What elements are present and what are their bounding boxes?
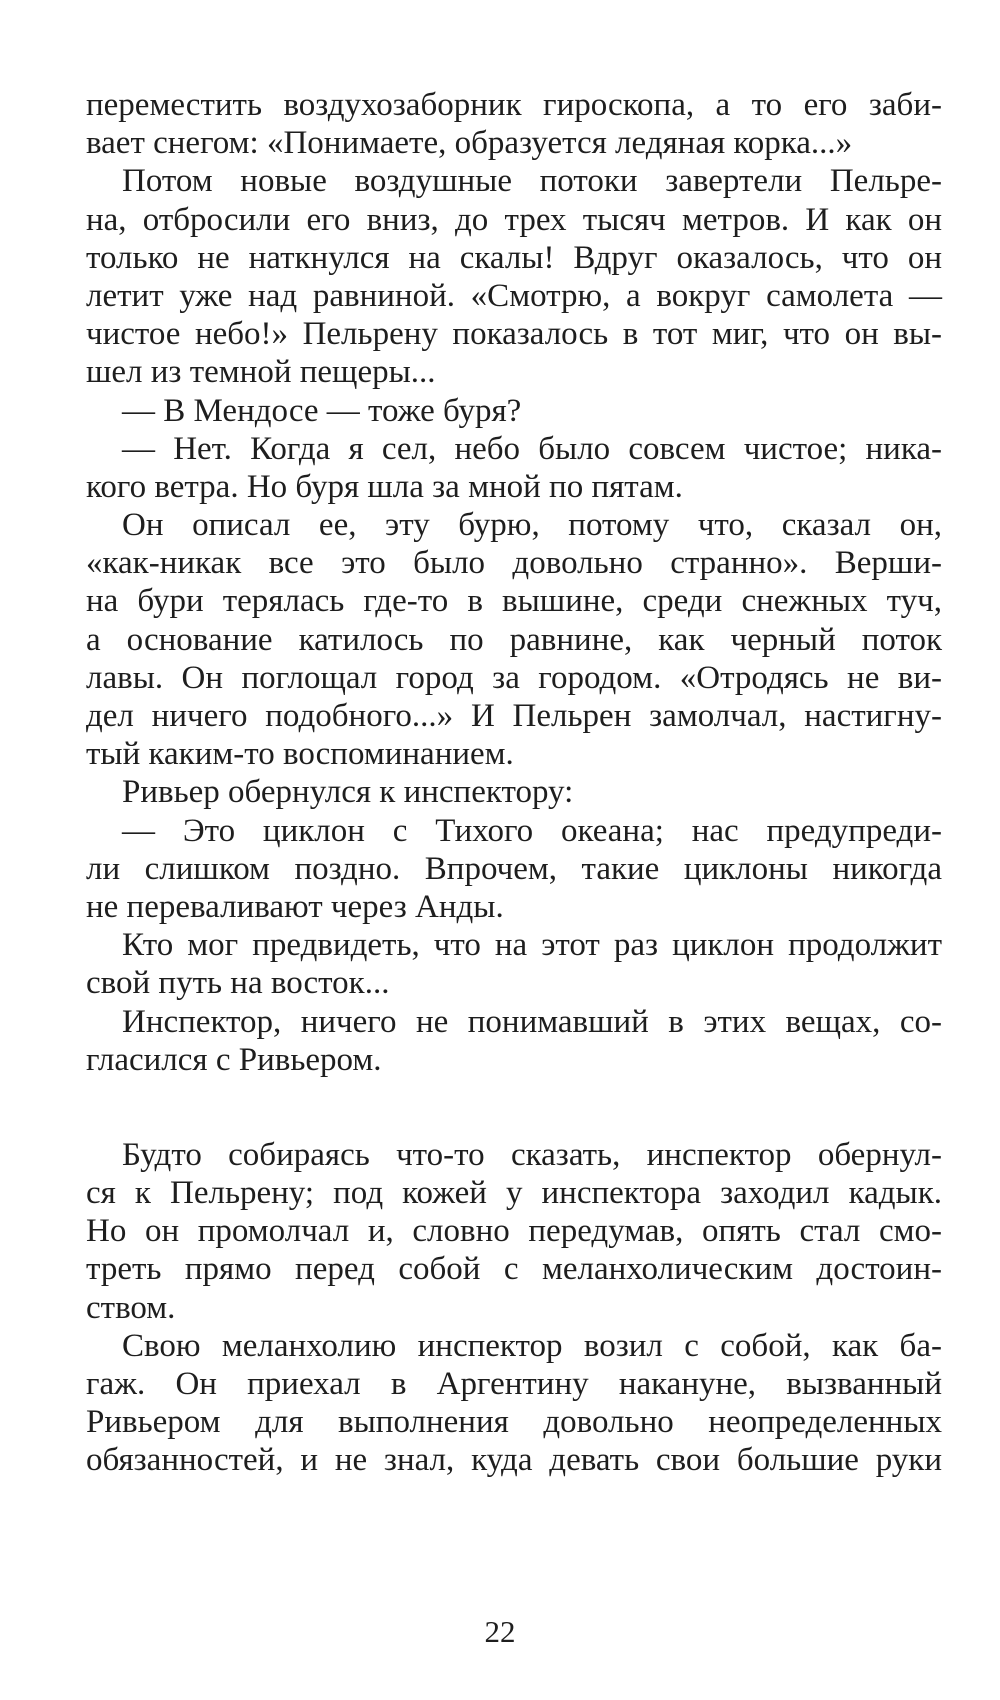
text-line: вает снегом: «Понимаете, образуется ледяная корка...» [86, 125, 853, 162]
body-text [86, 86, 942, 1480]
text-line: а основание катилось по равнине, как черный поток [86, 621, 942, 658]
text-line: треть прямо перед собой с меланхолическим достоин- [86, 1251, 942, 1288]
text-line: дел ничего подобного...» И Пельрен замолчал, настигну- [86, 698, 942, 734]
page-number: 22 [484, 1614, 516, 1649]
text-line: «как-никак все это было довольно странно». Верши- [86, 545, 942, 582]
text-line: лавы. Он поглощал город за городом. «Отродясь не ви- [86, 659, 942, 696]
text-line: — Это циклон с Тихого океана; нас предупреди- [122, 812, 942, 849]
text-line: на, отбросили его вниз, до трех тысяч метров. И как он [86, 201, 942, 238]
text-line: Но он промолчал и, словно передумав, опять стал смо- [86, 1213, 942, 1250]
text-line: шел из темной пещеры... [86, 354, 436, 391]
text-line: — В Мендосе — тоже буря? [122, 392, 522, 429]
text-line: на бури терялась где-то в вышине, среди снежных туч, [86, 583, 942, 620]
text-line: Ривьер обернулся к инспектору: [122, 774, 574, 811]
text-line: Он описал ее, эту бурю, потому что, сказал он, [122, 507, 942, 544]
section-break [86, 1079, 942, 1136]
text-line: Будто собираясь что-то сказать, инспектор обернул- [122, 1136, 942, 1173]
text-line: ством. [86, 1289, 176, 1326]
text-line: Потом новые воздушные потоки завертели Пельре- [122, 163, 942, 200]
text-line: тый каким-то воспоминанием. [86, 736, 514, 773]
text-line: переместить воздухозаборник гироскопа, а то его заби- [86, 87, 942, 123]
text-line: ся к Пельрену; под кожей у инспектора заходил кадык. [86, 1175, 942, 1212]
text-line: только не наткнулся на скалы! Вдруг оказалось, что он [86, 239, 942, 276]
text-line: обязанностей, и не знал, куда девать свои большие руки [86, 1442, 942, 1479]
text-line: — Нет. Когда я сел, небо было совсем чистое; ника- [122, 430, 942, 467]
text-line: гаж. Он приехал в Аргентину накануне, вызванный [86, 1366, 942, 1402]
text-line: Свою меланхолию инспектор возил с собой, как ба- [122, 1327, 942, 1364]
text-line: чистое небо!» Пельрену показалось в тот миг, что он вы- [86, 316, 942, 353]
text-line: не переваливают через Анды. [86, 888, 504, 925]
text-line: летит уже над равниной. «Смотрю, а вокруг самолета — [86, 277, 942, 314]
text-line: гласился с Ривьером. [86, 1041, 382, 1078]
text-line: кого ветра. Но буря шла за мной по пятам. [86, 468, 683, 505]
text-line: ли слишком поздно. Впрочем, такие циклоны никогда [86, 850, 942, 887]
text-line: Ривьером для выполнения довольно неопределенных [86, 1404, 942, 1441]
text-line: Инспектор, ничего не понимавший в этих вещах, со- [122, 1003, 942, 1040]
text-line: свой путь на восток... [86, 965, 390, 1002]
text-line: Кто мог предвидеть, что на этот раз циклон продолжит [122, 927, 942, 964]
